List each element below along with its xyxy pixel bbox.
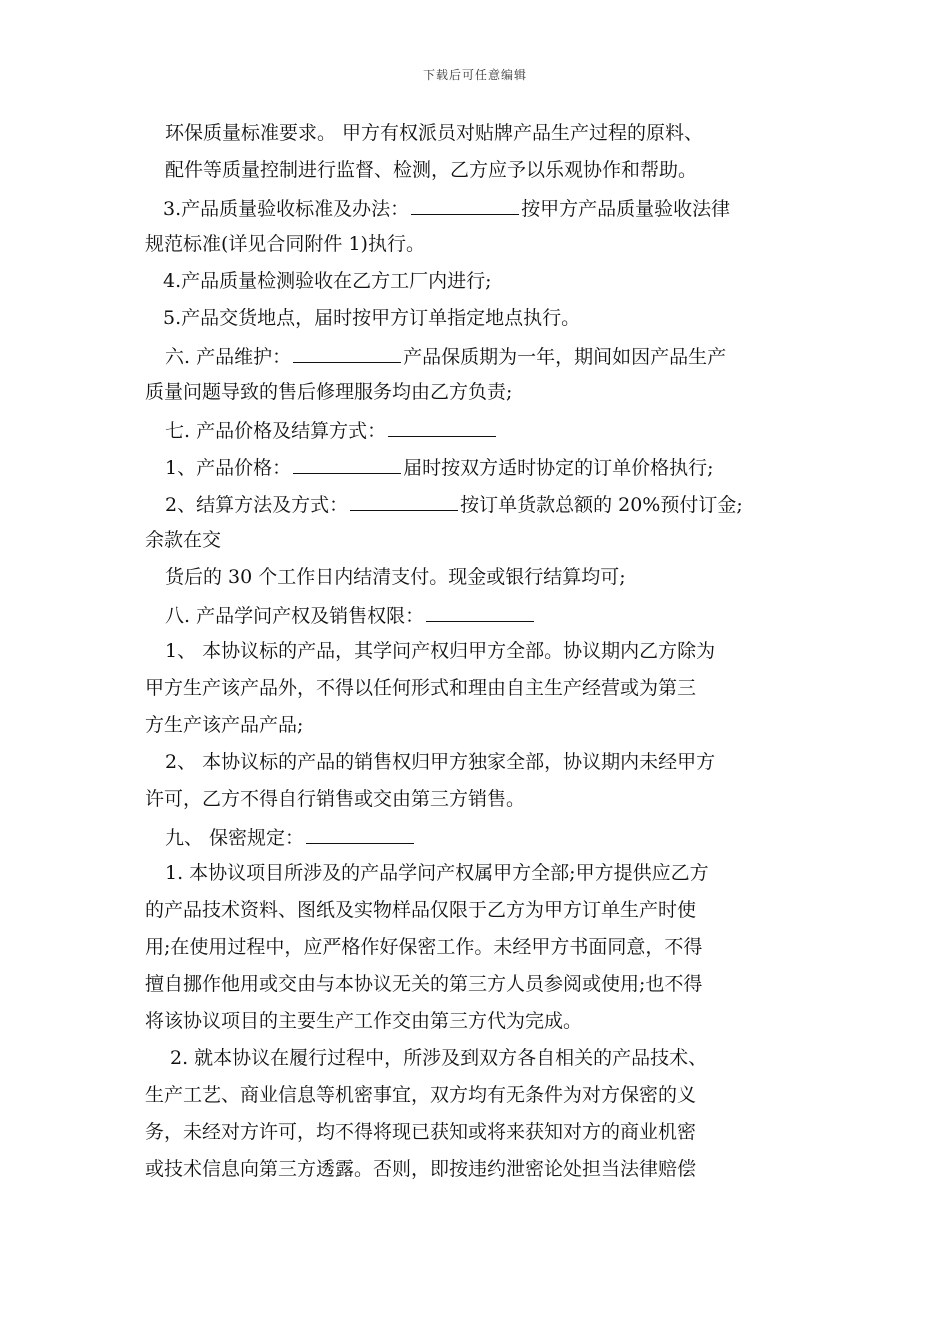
text-line — [163, 194, 730, 220]
fill-in-blank — [306, 823, 414, 844]
text-line — [165, 157, 697, 183]
text-line — [163, 305, 580, 331]
line-text: 2. 就本协议在履行过程中，所涉及到双方各自相关的产品技术、 — [170, 1047, 708, 1069]
page-header: 下载后可任意编辑 — [422, 68, 527, 82]
text-line — [145, 897, 696, 923]
fill-in-blank — [388, 416, 496, 437]
text-line — [165, 416, 498, 442]
text-line — [145, 527, 221, 553]
line-text: 质量问题导致的售后修理服务均由乙方负责; — [145, 381, 513, 403]
line-text: 规范标准(详见合同附件 1)执行。 — [145, 233, 425, 255]
fill-in-blank — [350, 490, 458, 511]
line-text: 六. 产品维护： — [165, 346, 292, 368]
line-text: 5.产品交货地点，届时按甲方订单指定地点执行。 — [163, 307, 581, 329]
text-line — [145, 934, 702, 960]
text-line — [165, 638, 715, 664]
text-line — [165, 749, 715, 775]
line-text: 或技术信息向第三方透露。否则，即按违约泄密论处担当法律赔偿 — [145, 1158, 697, 1180]
text-line — [163, 268, 492, 294]
text-line — [145, 971, 702, 997]
line-text: 环保质量标准要求。 甲方有权派员对贴牌产品生产过程的原料、 — [165, 122, 704, 144]
line-text: 八. 产品学问产权及销售权限： — [165, 605, 425, 627]
text-line — [145, 675, 696, 701]
line-text: 1. 本协议项目所涉及的产品学问产权属甲方全部;甲方提供应乙方 — [165, 862, 709, 884]
line-text: 擅自挪作他用或交由与本协议无关的第三方人员参阅或使用;也不得 — [145, 973, 703, 995]
fill-in-blank — [293, 453, 401, 474]
line-text: 七. 产品价格及结算方式： — [165, 420, 387, 442]
text-line — [170, 1045, 707, 1071]
line-text-after-blank: 按订单货款总额的 20%预付订金; — [460, 494, 743, 516]
line-text: 2、结算方法及方式： — [165, 494, 349, 516]
line-text: 生产工艺、商业信息等机密事宜，双方均有无条件为对方保密的义 — [145, 1084, 697, 1106]
text-line — [145, 786, 525, 812]
text-line — [145, 231, 425, 257]
line-text: 余款在交 — [145, 529, 222, 551]
text-line — [145, 712, 303, 738]
text-line — [165, 453, 714, 479]
line-text: 配件等质量控制进行监督、检测，乙方应予以乐观协作和帮助。 — [165, 159, 698, 181]
line-text: 2、 本协议标的产品的销售权归甲方独家全部，协议期内未经甲方 — [165, 751, 716, 773]
fill-in-blank — [411, 194, 519, 215]
line-text: 货后的 30 个工作日内结清支付。现金或银行结算均可; — [165, 566, 626, 588]
text-line — [165, 823, 416, 849]
line-text: 甲方生产该产品外，不得以任何形式和理由自主生产经营或为第三 — [145, 677, 697, 699]
text-line — [165, 342, 726, 368]
line-text: 务，未经对方许可，均不得将现已获知或将来获知对方的商业机密 — [145, 1121, 697, 1143]
line-text: 许可，乙方不得自行销售或交由第三方销售。 — [145, 788, 526, 810]
text-line — [145, 379, 512, 405]
text-line — [145, 1082, 696, 1108]
text-line — [165, 601, 536, 627]
line-text: 1、 本协议标的产品，其学问产权归甲方全部。协议期内乙方除为 — [165, 640, 716, 662]
text-line — [145, 1119, 696, 1145]
fill-in-blank — [293, 342, 401, 363]
line-text-after-blank: 按甲方产品质量验收法律 — [521, 198, 731, 220]
fill-in-blank — [426, 601, 534, 622]
line-text: 的产品技术资料、图纸及实物样品仅限于乙方为甲方订单生产时使 — [145, 899, 697, 921]
line-text: 九、 保密规定： — [165, 827, 305, 849]
text-line — [165, 860, 709, 886]
line-text: 1、产品价格： — [165, 457, 292, 479]
line-text: 4.产品质量检测验收在乙方工厂内进行; — [163, 270, 492, 292]
text-line — [145, 1156, 696, 1182]
text-line — [145, 1008, 582, 1034]
line-text: 将该协议项目的主要生产工作交由第三方代为完成。 — [145, 1010, 583, 1032]
text-line — [165, 564, 626, 590]
text-line — [165, 490, 743, 516]
line-text: 3.产品质量验收标准及办法： — [163, 198, 410, 220]
line-text-after-blank: 产品保质期为一年，期间如因产品生产 — [403, 346, 727, 368]
text-line — [165, 120, 703, 146]
line-text: 方生产该产品产品; — [145, 714, 304, 736]
line-text-after-blank: 届时按双方适时协定的订单价格执行; — [403, 457, 714, 479]
line-text: 用;在使用过程中，应严格作好保密工作。未经甲方书面同意，不得 — [145, 936, 703, 958]
